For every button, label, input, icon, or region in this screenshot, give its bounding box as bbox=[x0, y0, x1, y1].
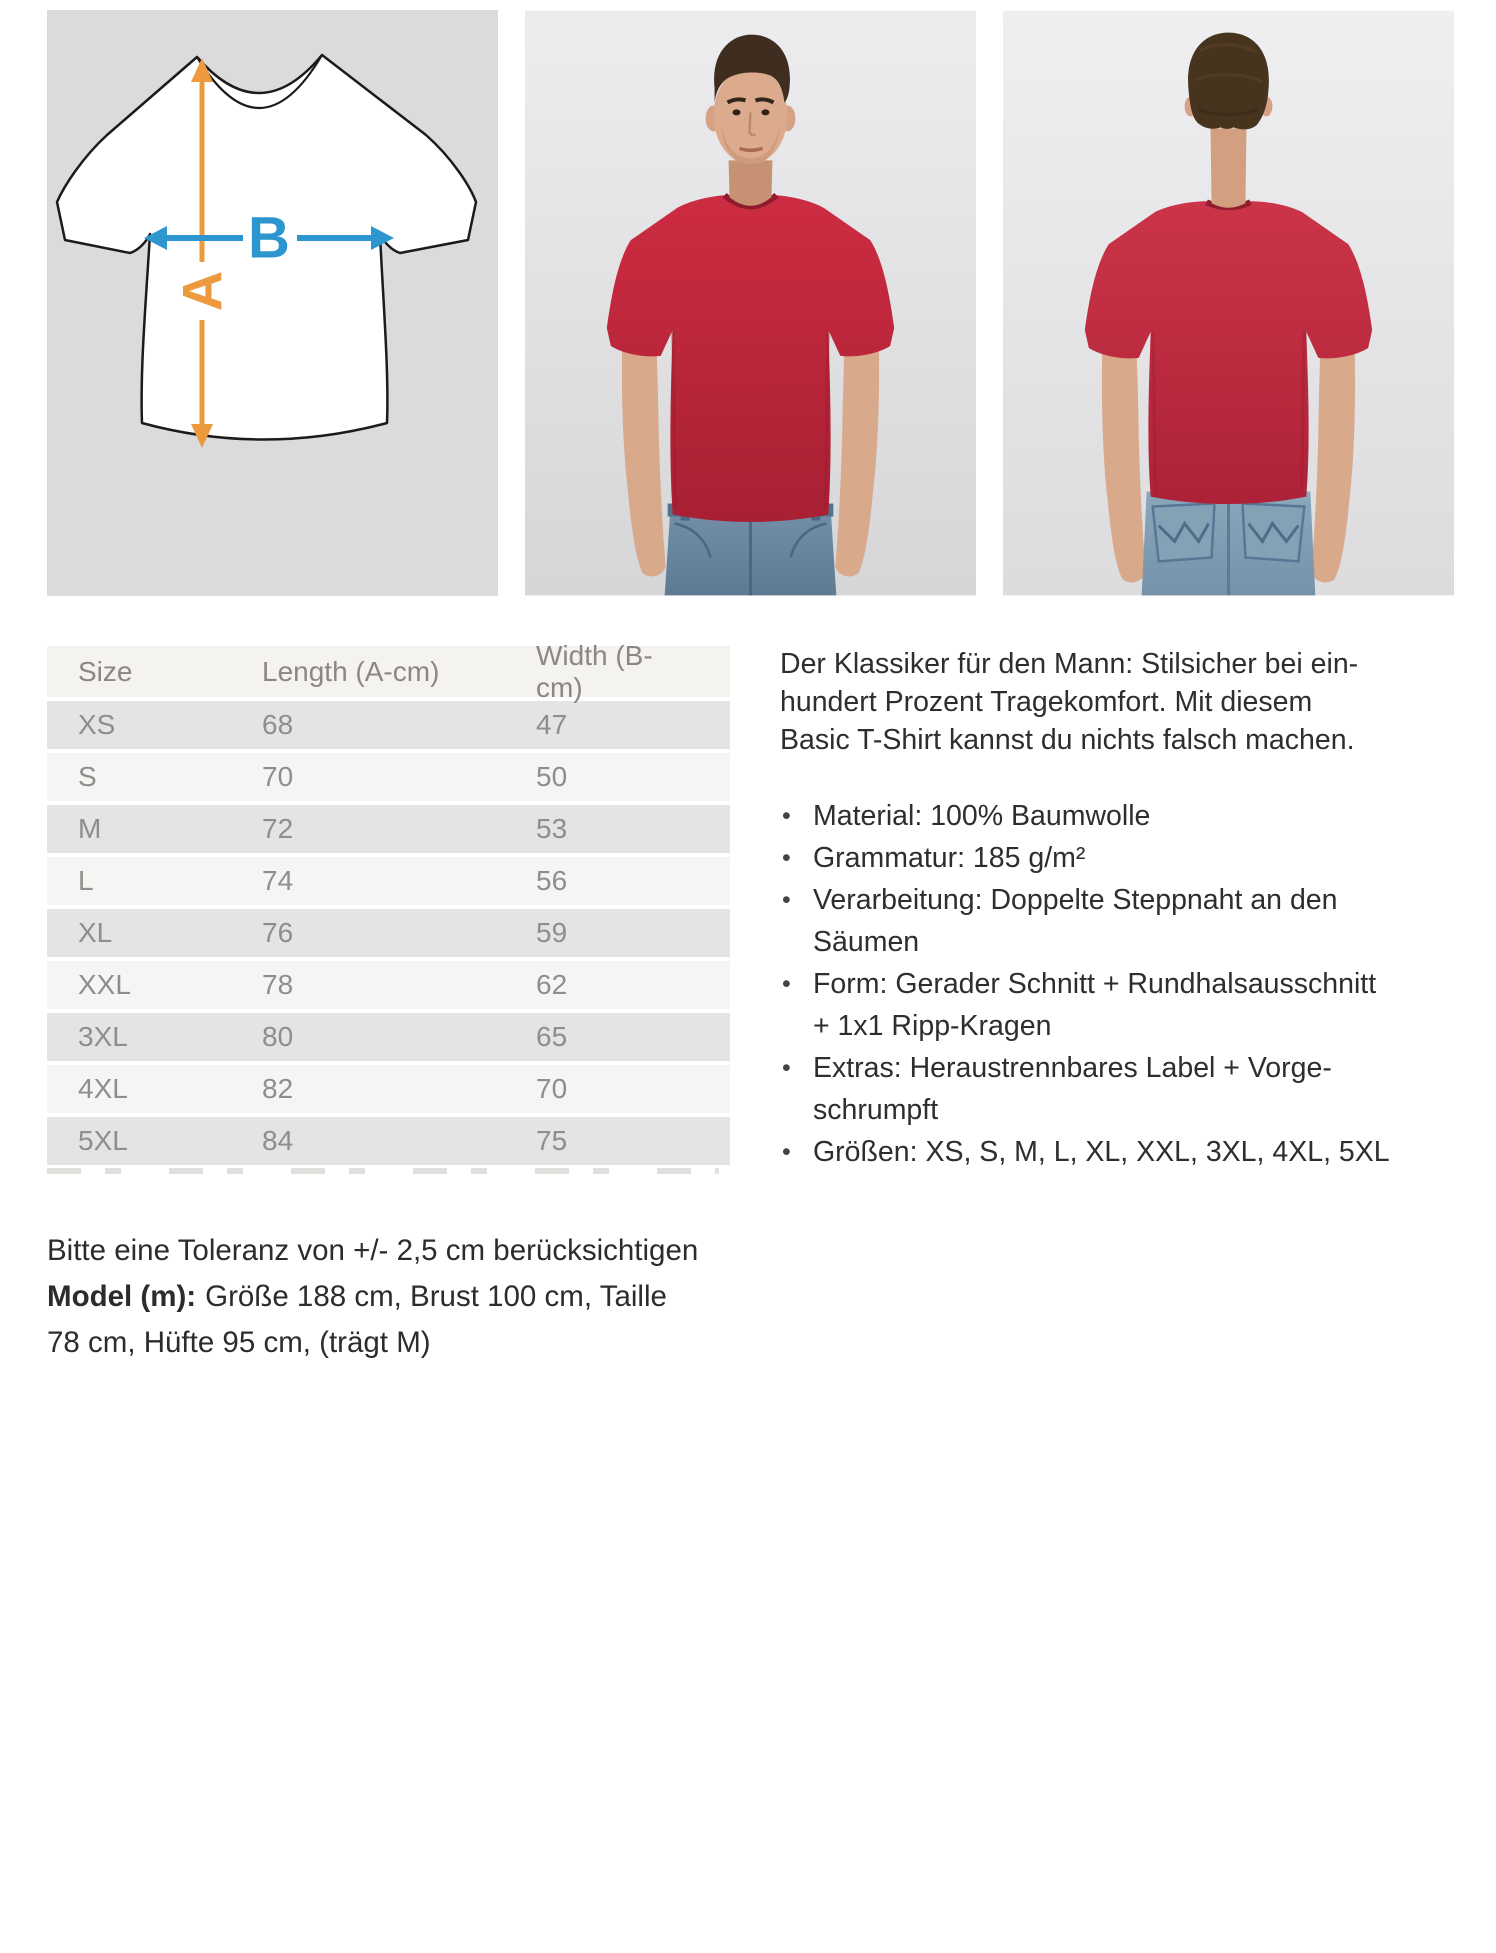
bullet-dot-icon: • bbox=[782, 802, 791, 830]
bullet-text bbox=[813, 795, 1448, 837]
model-back-svg bbox=[1003, 10, 1454, 596]
bullet-text bbox=[813, 1131, 1448, 1173]
measure-cell: 56 bbox=[536, 865, 568, 896]
size-row-L bbox=[47, 857, 730, 905]
model-front-photo bbox=[525, 10, 976, 596]
size-cell: M bbox=[78, 813, 102, 844]
measure-cell: 65 bbox=[536, 1021, 568, 1052]
measure-cell: 50 bbox=[536, 761, 568, 792]
bullet-dot-icon: • bbox=[782, 1054, 791, 1082]
model-measurements-text: Größe 188 cm, Brust 100 cm, Taille bbox=[205, 1280, 667, 1313]
description-bullets bbox=[780, 795, 1448, 1173]
bullet-item bbox=[780, 795, 1448, 837]
measure-cell: 84 bbox=[262, 1125, 294, 1156]
model-front-svg bbox=[525, 10, 976, 596]
bullet-item bbox=[780, 1047, 1448, 1131]
measure-cell: 68 bbox=[262, 709, 294, 740]
size-row-XL bbox=[47, 909, 730, 957]
size-row-XXL bbox=[47, 961, 730, 1009]
model-label: Model (m): bbox=[47, 1280, 197, 1313]
size-cell: 3XL bbox=[78, 1021, 128, 1052]
size-row-3XL bbox=[47, 1013, 730, 1061]
header-cell: Size bbox=[78, 655, 133, 687]
size-cell: XL bbox=[78, 917, 113, 948]
measure-cell: 62 bbox=[536, 969, 568, 1000]
bullet-line: Größen: XS, S, M, L, XL, XXL, 3XL, 4XL, 5XL bbox=[813, 1136, 1390, 1168]
bullet-line: Form: Gerader Schnitt + Rundhalsausschnitt bbox=[813, 968, 1377, 1000]
measure-cell: 70 bbox=[262, 761, 294, 792]
size-row-M bbox=[47, 805, 730, 853]
measure-cell: 59 bbox=[536, 917, 568, 948]
cropped-row-artifact bbox=[47, 1168, 719, 1174]
measure-cell: 80 bbox=[262, 1021, 294, 1052]
size-table bbox=[47, 639, 730, 1174]
measure-cell: 72 bbox=[262, 813, 294, 844]
model-back-photo bbox=[1003, 10, 1454, 596]
measure-cell: 75 bbox=[536, 1125, 568, 1156]
size-cell: XS bbox=[78, 709, 116, 740]
bullet-text bbox=[813, 879, 1448, 963]
size-table-rows bbox=[47, 701, 730, 1165]
back-jeans bbox=[1142, 492, 1316, 596]
bullet-line: + 1x1 Ripp-Kragen bbox=[813, 1010, 1052, 1042]
size-cell: 4XL bbox=[78, 1073, 128, 1104]
model-measurements-line2: 78 cm, Hüfte 95 cm, (trägt M) bbox=[47, 1326, 431, 1359]
bullet-dot-icon: • bbox=[782, 886, 791, 914]
measure-cell: 53 bbox=[536, 813, 568, 844]
measure-cell: 74 bbox=[262, 865, 294, 896]
measure-cell: 70 bbox=[536, 1073, 568, 1104]
bullet-item bbox=[780, 963, 1448, 1047]
bullet-line: Material: 100% Baumwolle bbox=[813, 800, 1151, 832]
size-row-XS bbox=[47, 701, 730, 749]
diagram-label-a: A bbox=[170, 270, 234, 312]
bullet-text bbox=[813, 963, 1448, 1047]
measure-cell: 47 bbox=[536, 709, 568, 740]
bullet-item bbox=[780, 837, 1448, 879]
description-paragraph bbox=[780, 645, 1448, 759]
bullet-line: Grammatur: 185 g/m² bbox=[813, 842, 1086, 874]
measure-cell: 82 bbox=[262, 1073, 294, 1104]
size-notes bbox=[47, 1228, 777, 1366]
header-cell: Width (B-cm) bbox=[536, 639, 653, 703]
size-diagram-image bbox=[47, 10, 498, 596]
bullet-line: Verarbeitung: Doppelte Steppnaht an den bbox=[813, 884, 1338, 916]
size-row-S bbox=[47, 753, 730, 801]
product-images-row bbox=[47, 10, 1454, 596]
bullet-text bbox=[813, 837, 1448, 879]
size-cell: 5XL bbox=[78, 1125, 128, 1156]
bullet-dot-icon: • bbox=[782, 1138, 791, 1166]
bullet-line: Extras: Heraustrennbares Label + Vorge- bbox=[813, 1052, 1332, 1084]
product-description bbox=[780, 645, 1448, 1173]
bullet-line: Säumen bbox=[813, 926, 920, 958]
header-cell: Length (A-cm) bbox=[262, 655, 440, 687]
bullet-dot-icon: • bbox=[782, 970, 791, 998]
bullet-item bbox=[780, 879, 1448, 963]
description-line: Basic T-Shirt kannst du nichts falsch machen. bbox=[780, 724, 1355, 756]
diagram-label-b: B bbox=[248, 205, 290, 271]
size-cell: XXL bbox=[78, 969, 131, 1000]
bullet-text bbox=[813, 1047, 1448, 1131]
description-line: Der Klassiker für den Mann: Stilsicher bei ein- bbox=[780, 648, 1359, 680]
description-line: hundert Prozent Tragekomfort. Mit diesem bbox=[780, 686, 1313, 718]
bullet-dot-icon: • bbox=[782, 844, 791, 872]
tolerance-note: Bitte eine Toleranz von +/- 2,5 cm berücksichtigen bbox=[47, 1234, 699, 1267]
size-row-4XL bbox=[47, 1065, 730, 1113]
model-measurements-line1 bbox=[47, 1274, 777, 1320]
size-cell: S bbox=[78, 761, 97, 792]
measure-cell: 76 bbox=[262, 917, 294, 948]
bullet-line: schrumpft bbox=[813, 1094, 939, 1126]
size-diagram-svg bbox=[47, 10, 498, 596]
size-table-header bbox=[47, 639, 730, 703]
size-row-5XL bbox=[47, 1117, 730, 1165]
measure-cell: 78 bbox=[262, 969, 294, 1000]
bullet-item bbox=[780, 1131, 1448, 1173]
size-cell: L bbox=[78, 865, 94, 896]
